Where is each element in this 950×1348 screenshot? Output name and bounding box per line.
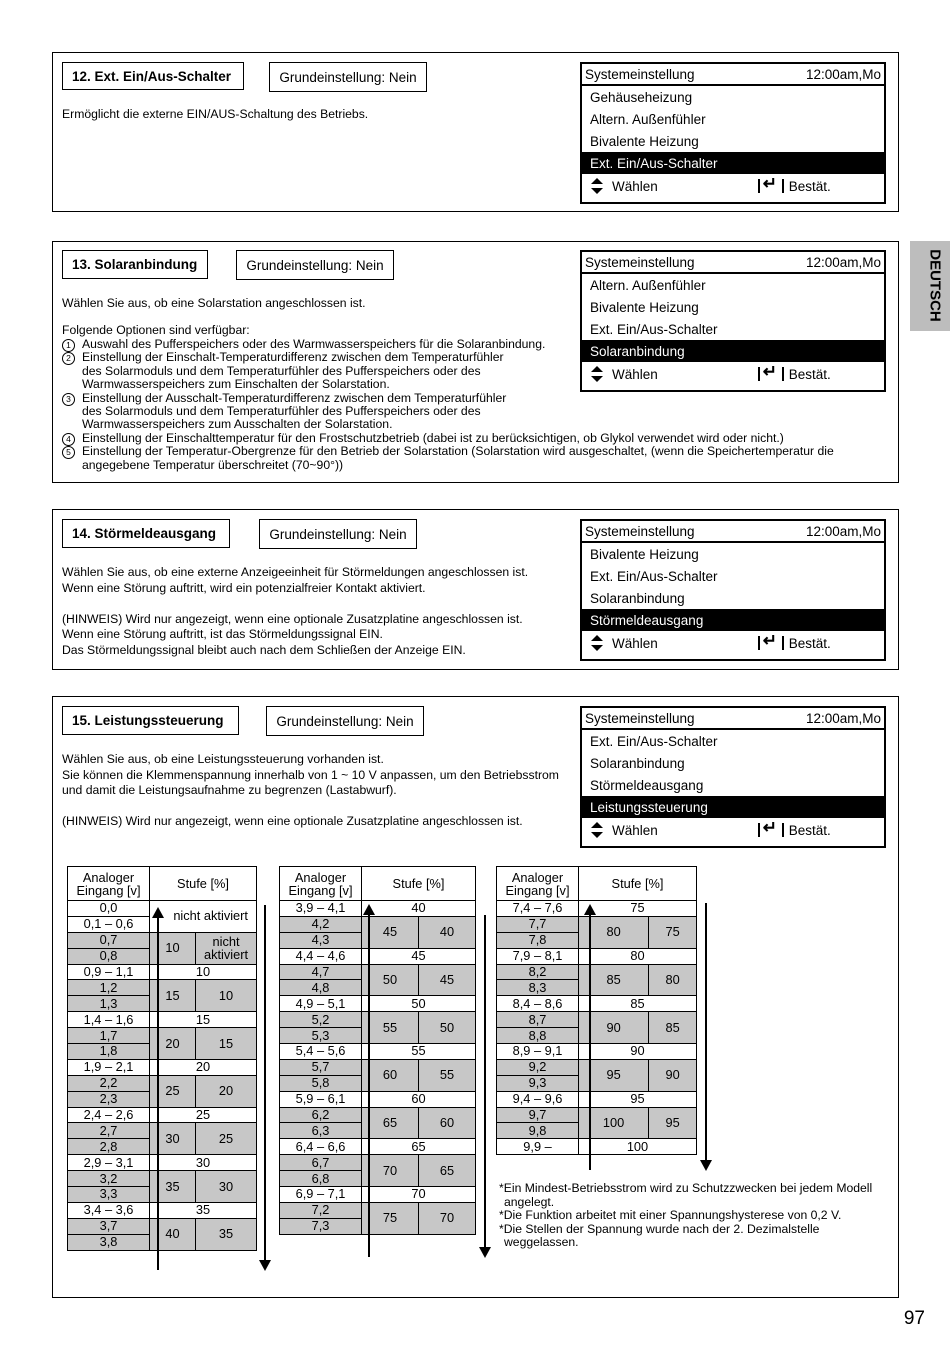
menu-time: 12:00am,Mo [805, 523, 881, 539]
level-cell: nicht aktiviert [150, 901, 257, 933]
page-number: 97 [903, 1308, 925, 1329]
level-cell: 25 [150, 1107, 257, 1123]
options-intro: Folgende Optionen sind verfügbar: [62, 323, 250, 337]
menu-item[interactable]: Ext. Ein/Aus-Schalter [590, 733, 718, 749]
voltage-cell: 9,2 [497, 1059, 579, 1075]
voltage-cell: 6,9 – 7,1 [280, 1187, 362, 1203]
level-down-cell: 10 [196, 980, 257, 1012]
level-up-cell: 20 [150, 1028, 196, 1060]
voltage-cell: 6,4 – 6,6 [280, 1139, 362, 1155]
default-setting: Grundeinstellung: Nein [259, 519, 417, 549]
level-down-cell: 45 [419, 964, 476, 996]
language-tab [910, 241, 950, 331]
level-cell: 35 [150, 1202, 257, 1218]
menu-item-selected[interactable]: Störmeldeausgang [582, 609, 884, 631]
menu-item[interactable]: Ext. Ein/Aus-Schalter [590, 321, 718, 337]
voltage-cell: 7,9 – 8,1 [497, 948, 579, 964]
voltage-cell: 4,7 [280, 964, 362, 980]
voltage-cell: 5,3 [280, 1028, 362, 1044]
level-up-cell: 15 [150, 980, 196, 1012]
default-setting: Grundeinstellung: Nein [236, 250, 394, 280]
description: Ermöglicht die externe EIN/AUS-Schaltung des Betriebs. [62, 107, 369, 121]
note-line: *Die Stellen der Spannung wurde nach der 2. Dezimalstelle weggelassen. [499, 1221, 820, 1250]
level-cell: 60 [362, 1091, 476, 1107]
level-down-cell: 75 [649, 916, 697, 948]
menu-title: Systemeinstellung [585, 254, 695, 270]
menu-header [582, 252, 884, 274]
voltage-cell: 1,2 [68, 980, 150, 996]
voltage-cell: 0,1 – 0,6 [68, 916, 150, 932]
level-up-cell: 70 [362, 1155, 419, 1187]
menu-item-selected[interactable]: Leistungssteuerung [582, 796, 884, 818]
column-header: Analoger Eingang [v] [497, 867, 579, 901]
voltage-cell: 0,8 [68, 948, 150, 964]
voltage-cell: 0,0 [68, 901, 150, 917]
increase-arrow [368, 912, 370, 1257]
confirm-label: Bestät. [788, 635, 831, 651]
voltage-cell: 8,7 [497, 1012, 579, 1028]
confirm-label: Bestät. [788, 178, 831, 194]
voltage-cell: 8,3 [497, 980, 579, 996]
voltage-cell: 3,3 [68, 1187, 150, 1203]
level-cell: 55 [362, 1044, 476, 1060]
voltage-cell: 1,9 – 2,1 [68, 1059, 150, 1075]
voltage-cell: 6,3 [280, 1123, 362, 1139]
menu-item[interactable]: Störmeldeausgang [590, 777, 704, 793]
option-item [62, 392, 862, 432]
voltage-cell: 4,8 [280, 980, 362, 996]
level-down-cell: 20 [196, 1075, 257, 1107]
level-table-3 [496, 866, 697, 1155]
decrease-arrow [484, 915, 486, 1250]
voltage-cell: 9,7 [497, 1107, 579, 1123]
voltage-cell: 7,4 – 7,6 [497, 901, 579, 917]
menu-time: 12:00am,Mo [805, 710, 881, 726]
voltage-cell: 9,4 – 9,6 [497, 1091, 579, 1107]
level-cell: 70 [362, 1187, 476, 1203]
voltage-cell: 7,7 [497, 916, 579, 932]
option-number: 1 [62, 339, 75, 352]
settings-menu [580, 519, 886, 661]
note-line: *Ein Mindest-Betriebsstrom wird zu Schutzzwecken bei jedem Modell angelegt. [499, 1181, 873, 1209]
voltage-cell: 3,4 – 3,6 [68, 1202, 150, 1218]
column-header: Stufe [%] [362, 867, 476, 901]
voltage-cell: 0,9 – 1,1 [68, 964, 150, 980]
menu-item[interactable]: Altern. Außenfühler [590, 111, 706, 127]
level-up-cell: 50 [362, 964, 419, 996]
option-item [62, 445, 862, 472]
menu-footer [582, 174, 884, 198]
menu-header [582, 64, 884, 86]
voltage-cell: 7,3 [280, 1218, 362, 1234]
section-title: 12. Ext. Ein/Aus-Schalter [62, 62, 244, 90]
section-title: 13. Solaranbindung [62, 250, 208, 279]
voltage-cell: 5,7 [280, 1059, 362, 1075]
option-text: Einstellung der Temperatur-Obergrenze für den Betrieb der Solarstation (Solarstation wird ausgeschaltet, (wenn die Speichertemperatur die angegebene Temperatur überschreitet (70~90°)) [82, 444, 834, 472]
increase-arrow [589, 912, 591, 1170]
menu-item-selected[interactable]: Ext. Ein/Aus-Schalter [582, 152, 884, 174]
voltage-cell: 3,8 [68, 1234, 150, 1250]
level-down-cell: 30 [196, 1171, 257, 1203]
level-down-cell: nicht aktiviert [196, 932, 257, 964]
enter-icon [758, 179, 784, 193]
select-label: Wählen [612, 822, 658, 838]
level-up-cell: 60 [362, 1059, 419, 1091]
level-cell: 80 [579, 948, 697, 964]
voltage-cell: 4,2 [280, 916, 362, 932]
voltage-cell: 6,7 [280, 1155, 362, 1171]
select-label: Wählen [612, 635, 658, 651]
level-up-cell: 45 [362, 916, 419, 948]
level-cell: 75 [579, 901, 697, 917]
voltage-cell: 4,4 – 4,6 [280, 948, 362, 964]
level-cell: 95 [579, 1091, 697, 1107]
voltage-cell: 6,8 [280, 1171, 362, 1187]
level-cell: 30 [150, 1155, 257, 1171]
voltage-cell: 3,9 – 4,1 [280, 901, 362, 917]
description: Wählen Sie aus, ob eine externe Anzeigeeinheit für Störmeldungen angeschlossen ist. Wenn eine Störung auftritt, wird ein potenzialfreier Kontakt aktiviert. (HINWEIS) Wird nur angezeigt, wenn eine optionale Zusatzplatine angeschlossen ist. Wenn eine Störung auftritt, ist das Störmeldungssignal EIN. Das Störmeldungssignal bleibt auch nach dem Schließen der Anzeige EIN. [62, 565, 529, 657]
level-down-cell: 65 [419, 1155, 476, 1187]
menu-footer [582, 818, 884, 842]
level-up-cell: 90 [579, 1012, 649, 1044]
level-up-cell: 30 [150, 1123, 196, 1155]
level-down-cell: 25 [196, 1123, 257, 1155]
menu-title: Systemeinstellung [585, 523, 695, 539]
level-down-cell: 60 [419, 1107, 476, 1139]
description: Wählen Sie aus, ob eine Leistungssteuerung vorhanden ist. Sie können die Klemmenspannung innerhalb von 1 ~ 10 V anpassen, um den Betriebsstrom und damit die Leistungsaufnahme zu begrenzen (Lastabwurf). (HINWEIS) Wird nur angezeigt, wenn eine optionale Zusatzplatine angeschlossen ist. [62, 752, 559, 829]
level-down-cell: 40 [419, 916, 476, 948]
level-table-2 [279, 866, 476, 1235]
decrease-arrow [705, 903, 707, 1163]
level-down-cell: 35 [196, 1218, 257, 1250]
voltage-cell: 9,9 – [497, 1139, 579, 1155]
section-13 [52, 241, 899, 483]
level-cell: 50 [362, 996, 476, 1012]
menu-header [582, 521, 884, 543]
level-down-cell: 85 [649, 1012, 697, 1044]
menu-item[interactable]: Bivalente Heizung [590, 299, 699, 315]
voltage-cell: 1,4 – 1,6 [68, 1012, 150, 1028]
voltage-cell: 5,4 – 5,6 [280, 1044, 362, 1060]
column-header: Analoger Eingang [v] [68, 867, 150, 901]
settings-menu [580, 706, 886, 848]
section-12 [52, 52, 899, 212]
level-down-cell: 15 [196, 1028, 257, 1060]
up-down-icon [590, 635, 604, 651]
level-cell: 15 [150, 1012, 257, 1028]
level-down-cell: 80 [649, 964, 697, 996]
voltage-cell: 4,9 – 5,1 [280, 996, 362, 1012]
option-number: 4 [62, 433, 75, 446]
voltage-cell: 2,2 [68, 1075, 150, 1091]
voltage-cell: 2,3 [68, 1091, 150, 1107]
level-up-cell: 100 [579, 1107, 649, 1139]
menu-footer [582, 362, 884, 386]
voltage-cell: 3,2 [68, 1171, 150, 1187]
voltage-cell: 6,2 [280, 1107, 362, 1123]
level-up-cell: 85 [579, 964, 649, 996]
menu-item-selected[interactable]: Solaranbindung [582, 340, 884, 362]
level-cell: 85 [579, 996, 697, 1012]
voltage-cell: 8,9 – 9,1 [497, 1044, 579, 1060]
default-setting: Grundeinstellung: Nein [266, 706, 424, 736]
menu-time: 12:00am,Mo [805, 254, 881, 270]
voltage-cell: 9,3 [497, 1075, 579, 1091]
voltage-cell: 2,8 [68, 1139, 150, 1155]
confirm-label: Bestät. [788, 822, 831, 838]
level-cell: 90 [579, 1044, 697, 1060]
level-up-cell: 10 [150, 932, 196, 964]
note-line: *Die Funktion arbeitet mit einer Spannungshysterese von 0,2 V. [499, 1208, 842, 1223]
voltage-cell: 9,8 [497, 1123, 579, 1139]
voltage-cell: 7,8 [497, 932, 579, 948]
menu-header [582, 708, 884, 730]
voltage-cell: 8,8 [497, 1028, 579, 1044]
menu-time: 12:00am,Mo [805, 66, 881, 82]
level-down-cell: 90 [649, 1059, 697, 1091]
menu-title: Systemeinstellung [585, 710, 695, 726]
level-cell: 65 [362, 1139, 476, 1155]
enter-icon [758, 823, 784, 837]
voltage-cell: 7,2 [280, 1202, 362, 1218]
option-number: 5 [62, 446, 75, 459]
menu-item[interactable]: Bivalente Heizung [590, 546, 699, 562]
voltage-cell: 8,4 – 8,6 [497, 996, 579, 1012]
level-down-cell: 70 [419, 1202, 476, 1234]
voltage-cell: 1,3 [68, 996, 150, 1012]
option-item [62, 432, 862, 445]
level-cell: 20 [150, 1059, 257, 1075]
confirm-label: Bestät. [788, 366, 831, 382]
level-up-cell: 95 [579, 1059, 649, 1091]
voltage-cell: 2,7 [68, 1123, 150, 1139]
level-down-cell: 95 [649, 1107, 697, 1139]
select-label: Wählen [612, 178, 658, 194]
level-cell: 100 [579, 1139, 697, 1155]
voltage-cell: 0,7 [68, 932, 150, 948]
menu-footer [582, 631, 884, 655]
settings-menu [580, 250, 886, 392]
level-up-cell: 65 [362, 1107, 419, 1139]
level-up-cell: 75 [362, 1202, 419, 1234]
up-down-icon [590, 822, 604, 838]
option-text: Einstellung der Einschalttemperatur für den Frostschutzbetrieb (dabei ist zu berücksichtigen, ob Glykol verwendet wird oder nicht.) [82, 430, 784, 445]
section-title: 15. Leistungssteuerung [62, 706, 239, 735]
level-cell: 10 [150, 964, 257, 980]
voltage-cell: 2,9 – 3,1 [68, 1155, 150, 1171]
level-table-1 [67, 866, 257, 1251]
option-number: 3 [62, 393, 75, 406]
level-down-cell: 50 [419, 1012, 476, 1044]
description: Wählen Sie aus, ob eine Solarstation angeschlossen ist. [62, 296, 366, 310]
voltage-cell: 2,4 – 2,6 [68, 1107, 150, 1123]
voltage-cell: 5,9 – 6,1 [280, 1091, 362, 1107]
voltage-cell: 1,8 [68, 1044, 150, 1060]
level-up-cell: 35 [150, 1171, 196, 1203]
column-header: Analoger Eingang [v] [280, 867, 362, 901]
menu-item[interactable]: Altern. Außenfühler [590, 277, 706, 293]
menu-title: Systemeinstellung [585, 66, 695, 82]
up-down-icon [590, 178, 604, 194]
level-up-cell: 80 [579, 916, 649, 948]
option-text: Auswahl des Pufferspeichers oder des Warmwasserspeichers für die Solaranbindung. [82, 337, 546, 351]
level-cell: 45 [362, 948, 476, 964]
level-up-cell: 55 [362, 1012, 419, 1044]
voltage-cell: 4,3 [280, 932, 362, 948]
option-text: Einstellung der Einschalt-Temperaturdifferenz zwischen dem Temperaturfühler des Solarmoduls und dem Temperaturfühler des Pufferspeichers oder des Warmwasserspeichers zum Einschalten der Solarstation. [82, 350, 504, 392]
enter-icon [758, 367, 784, 381]
level-up-cell: 25 [150, 1075, 196, 1107]
menu-item[interactable]: Solaranbindung [590, 755, 685, 771]
menu-item[interactable]: Ext. Ein/Aus-Schalter [590, 568, 718, 584]
notes [499, 1182, 884, 1250]
menu-item[interactable]: Bivalente Heizung [590, 133, 699, 149]
option-text: Einstellung der Ausschalt-Temperaturdifferenz zwischen dem Temperaturfühler des Solarmoduls und dem Temperaturfühler des Pufferspeichers oder des Warmwasserspeichers zum Ausschalten der Solarstation. [82, 390, 507, 432]
select-label: Wählen [612, 366, 658, 382]
section-14 [52, 509, 899, 670]
menu-item[interactable]: Gehäuseheizung [590, 89, 693, 105]
option-number: 2 [62, 352, 75, 365]
settings-menu [580, 62, 886, 204]
increase-arrow [157, 915, 159, 1270]
decrease-arrow [264, 905, 266, 1263]
tab-label: DEUTSCH [926, 249, 944, 322]
menu-item[interactable]: Solaranbindung [590, 590, 685, 606]
voltage-cell: 3,7 [68, 1218, 150, 1234]
column-header: Stufe [%] [150, 867, 257, 901]
section-title: 14. Störmeldeausgang [62, 519, 230, 548]
up-down-icon [590, 366, 604, 382]
voltage-cell: 5,2 [280, 1012, 362, 1028]
level-cell: 40 [362, 901, 476, 917]
level-down-cell: 55 [419, 1059, 476, 1091]
enter-icon [758, 636, 784, 650]
voltage-cell: 1,7 [68, 1028, 150, 1044]
voltage-cell: 5,8 [280, 1075, 362, 1091]
voltage-cell: 8,2 [497, 964, 579, 980]
default-setting: Grundeinstellung: Nein [269, 62, 427, 92]
column-header: Stufe [%] [579, 867, 697, 901]
level-up-cell: 40 [150, 1218, 196, 1250]
